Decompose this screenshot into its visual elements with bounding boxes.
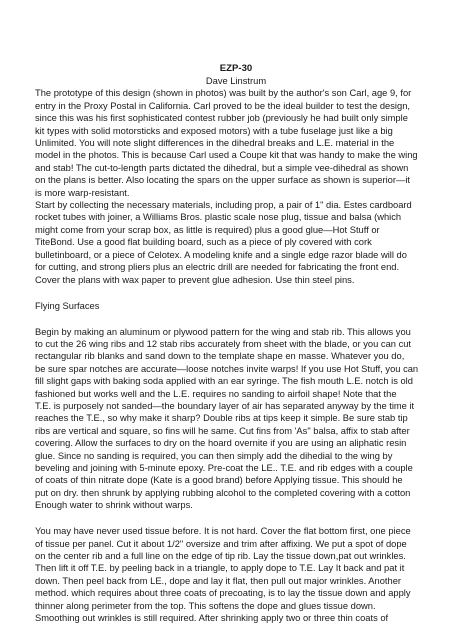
- text-line: model in the photos. This is because Carl used a Coupe kit that was handy to make the wing: [35, 150, 418, 161]
- text-line: Begin by making an aluminum or plywood pattern for the wing and stab rib. This allows you: [35, 326, 411, 337]
- document-author: Dave Linstrum: [205, 76, 267, 86]
- text-line: kit types with solid motorsticks and exposed motors) with a tube fuselage just like a big: [35, 125, 393, 136]
- text-line: and stab! The cut-to-length parts dictated the dihedral, but a simple vee-dihedral as shown: [35, 162, 409, 173]
- intro-paragraph: [35, 87, 437, 286]
- text-line: T.E. is purposely not sanded—the boundary layer of air has separated anyway by the time it: [35, 400, 415, 411]
- text-line: Enough water to shrink without warps.: [35, 500, 193, 511]
- text-line: method. which requires about three coats of precoating, is to lay the tissue down and apply: [35, 588, 411, 599]
- text-line: rocket tubes with joiner, a Williams Bros. plastic scale nose plug, tissue and balsa (which: [35, 212, 402, 223]
- text-line: TiteBond. Use a good flat building board, such as a piece of ply covered with cork: [35, 237, 372, 248]
- section-heading: Flying Surfaces: [35, 300, 100, 311]
- text-line: for cutting, and strong pliers plus an electric drill are needed for fabricating the front end.: [35, 262, 400, 273]
- text-line: The prototype of this design (shown in photos) was built by the author's son Carl, age 9, for: [35, 88, 412, 99]
- text-line: You may have never used tissue before. It is not hard. Cover the flat bottom first, one piece: [35, 526, 411, 537]
- text-line: bulletinboard, or a piece of Celotex. A modeling knife and a single edge razor blade will do: [35, 249, 407, 260]
- text-line: down. Then peel back from LE., dope and lay it flat, then pull out major wrinkles. Another: [35, 575, 401, 586]
- text-line: Cover the plans with wax paper to prevent glue adhesion. Use thin steel pins.: [35, 274, 355, 285]
- text-line: Unlimited. You will note slight differences in the dihedral breaks and L.E. material in the: [35, 138, 395, 149]
- paragraph-gap: [35, 286, 437, 300]
- text-line: ribs are vertical and square, so fins will he same. Cut fins from 'As" balsa, affix to stab after: [35, 425, 410, 436]
- text-line: Then lift it off T.E. by peeling back in a triangle, to apply dope to T.E. Lay It back and pat it: [35, 563, 405, 574]
- paragraph-gap: [35, 312, 437, 326]
- text-line: thinner along perimeter from the top. This softens the dope and glues tissue down.: [35, 600, 376, 611]
- document-title: EZP-30: [219, 63, 253, 74]
- text-line: put on dry. then shrunk by applying rubbing alcohol to the completed covering with a cotton: [35, 487, 411, 498]
- document-body: [35, 63, 437, 624]
- text-line: rectangular rib blanks and sand down to the template shape en masse. Whatever you do,: [35, 351, 405, 362]
- flying-surfaces-paragraph: [35, 326, 437, 512]
- text-line: since this was his first sophisticated contest rubber job (previously he had built only simple: [35, 113, 408, 124]
- text-line: covering. Allow the surfaces to dry on the hoard overnite if you are using an aliphatic resin: [35, 438, 407, 449]
- text-line: Start by collecting the necessary materials, including prop, a pair of 1" dia. Estes cardboard: [35, 200, 412, 211]
- text-line: Smoothing out wrinkles is still required. After shrinking apply two or three thin coats of: [35, 613, 389, 624]
- text-line: of coats of thin nitrate dope (Kate is a good brand) before Applying tissue. This should he: [35, 475, 403, 486]
- text-line: glue. Since no sanding is required, you can then simply add the dihedial to the wing by: [35, 450, 393, 461]
- text-line: be sure spar notches are accurate—loose notches invite warps! If you use Hot Stuff, you can: [35, 363, 419, 374]
- text-line: might come from your scrap box, as little is required) plus a good glue—Hot Stuff or: [35, 224, 380, 235]
- text-line: of tissue per panel. Cut it about 1/2" oversize and trim after affixing. We put a spot of dope: [35, 538, 407, 549]
- tissue-paragraph: [35, 525, 437, 624]
- text-line: is more warp-resistant.: [35, 187, 130, 198]
- text-line: to cut the 26 wing ribs and 12 stab ribs accurately from sheet with the blade, or you can cut: [35, 338, 412, 349]
- text-line: fill slight gaps with baking soda applied with an ear syringe. The fish mouth L.E. notch is old: [35, 376, 413, 387]
- text-line: on the plans is better. Also locating the spars on the upper surface as shown is superior—it: [35, 175, 410, 186]
- text-line: entry in the Proxy Postal in California. Carl proved to be the ideal builder to test the design,: [35, 100, 410, 111]
- paragraph-gap: [35, 512, 437, 526]
- text-line: on the center rib and a full line on the edge of tip rib. Lay the tissue down,pat out wrinkles.: [35, 551, 406, 561]
- text-line: reaches the T.E., so why make it sharp? Double ribs at tips keep it simple. Be sure stab tip: [35, 413, 408, 424]
- text-line: beveling and joining with 5-minute epoxy. Pre-coat the LE.. T.E. and rib edges with a couple: [35, 462, 413, 473]
- text-line: fashioned but works well and the L.E. requires no sanding to airfoil shape! Note that the: [35, 388, 397, 399]
